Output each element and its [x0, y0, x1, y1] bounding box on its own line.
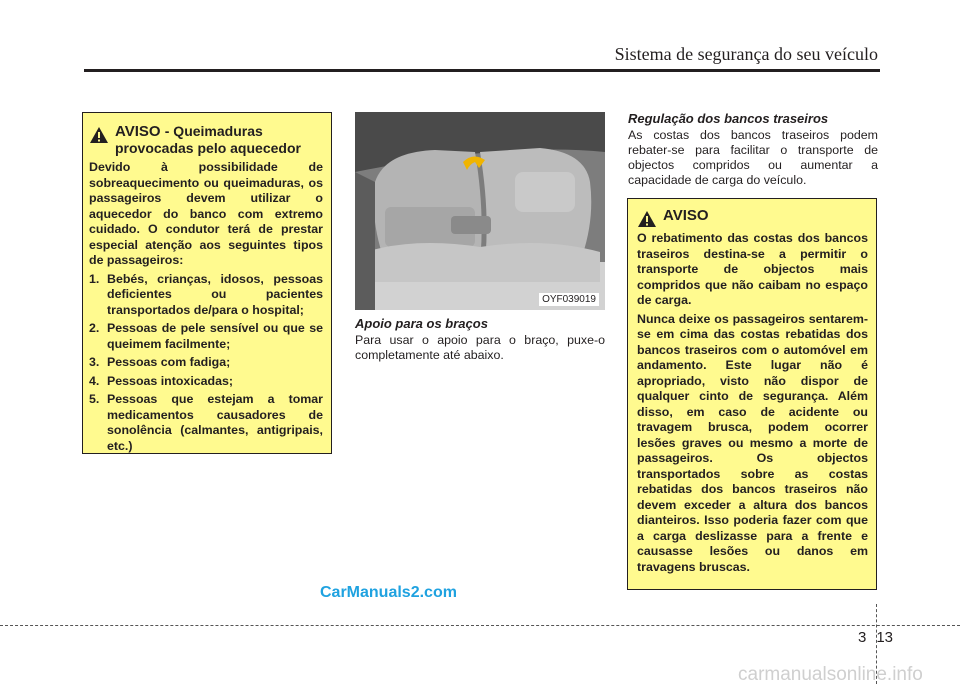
- warning-triangle-icon: [89, 126, 109, 144]
- list-item: 3. Pessoas com fadiga;: [89, 355, 231, 369]
- list-item: 2. Pessoas de pele sensível ou que se queimem facilmente;: [89, 321, 323, 351]
- passenger-type-list: [89, 272, 323, 455]
- page-header-title: Sistema de segurança do seu veículo: [614, 44, 878, 64]
- rear-seat-text: As costas dos bancos traseiros podem rebater-se para facilitar o transporte de objectos compridos ou aumentar a capacidade de carga do veículo.: [628, 128, 878, 187]
- rear-seat-armrest-photo: [355, 112, 605, 310]
- folded-seat-warning-box: [627, 198, 877, 590]
- warning-subtitle-a: - Queimaduras: [164, 123, 263, 139]
- list-item: 1. Bebés, crianças, idosos, pessoas deficientes ou pacientes transportados de/para o hospital;: [89, 271, 323, 317]
- photo-code-label: OYF039019: [539, 293, 599, 306]
- carmanuals-watermark[interactable]: CarManuals2.com: [320, 584, 457, 601]
- footer-divider: [0, 625, 960, 626]
- heater-burn-warning-box: [82, 112, 332, 454]
- warning-title: [115, 123, 301, 157]
- header-rule: [84, 69, 880, 72]
- warning-heading: [89, 123, 323, 157]
- warning-paragraph-2: Nunca deixe os passageiros sentarem-se em cima das costas rebatidas dos bancos traseiros com o automóvel em andamento. Este lugar não é apropriado, visto não dispor de qualquer cinto de segurança. Além disso, em caso de acidente ou travagem brusca, podem ocorrer lesões graves ou mesmo a morte de passageiros. Os objectos transportados sobre as costas rebatidas dos bancos traseiros não devem exceder a altura dos bancos dianteiros. Isso poderia fazer com que a carga deslizasse para a frente e causasse lesões ou danos em travagens bruscas.: [637, 311, 868, 574]
- warning-subtitle-b: provocadas pelo aquecedor: [115, 140, 301, 156]
- rear-seat-heading: Regulação dos bancos traseiros: [628, 111, 829, 126]
- warning-paragraph-1: O rebatimento das costas dos bancos traseiros destina-se a permitir o transporte de objectos mais compridos que não caibam no espaço de carga.: [637, 231, 868, 307]
- armrest-text: Para usar o apoio para o braço, puxe-o completamente até abaixo.: [355, 333, 605, 362]
- list-item: 4. Pessoas intoxicadas;: [89, 373, 234, 388]
- rear-seat-illustration: [355, 112, 605, 310]
- warning-triangle-icon: [637, 210, 657, 228]
- page-number-value: 13: [876, 629, 894, 646]
- warning-title: AVISO: [663, 207, 709, 224]
- page-number: [858, 629, 893, 646]
- warning-label: AVISO: [115, 123, 161, 140]
- armrest-heading: Apoio para os braços: [355, 316, 488, 331]
- site-watermark: carmanualsonline.info: [738, 664, 923, 685]
- warning-heading: [637, 207, 868, 228]
- section-number: 3: [858, 629, 867, 646]
- list-item: 5. Pessoas que estejam a tomar medicamentos causadores de sonolência (calmantes, antigripais, etc.): [89, 392, 323, 453]
- warning-intro: Devido à possibilidade de sobreaquecimento ou queimaduras, os passageiros devem utilizar o aquecedor do banco com extremo cuidado. O condutor terá de prestar especial atenção aos seguintes tipos de passageiros:: [89, 160, 323, 267]
